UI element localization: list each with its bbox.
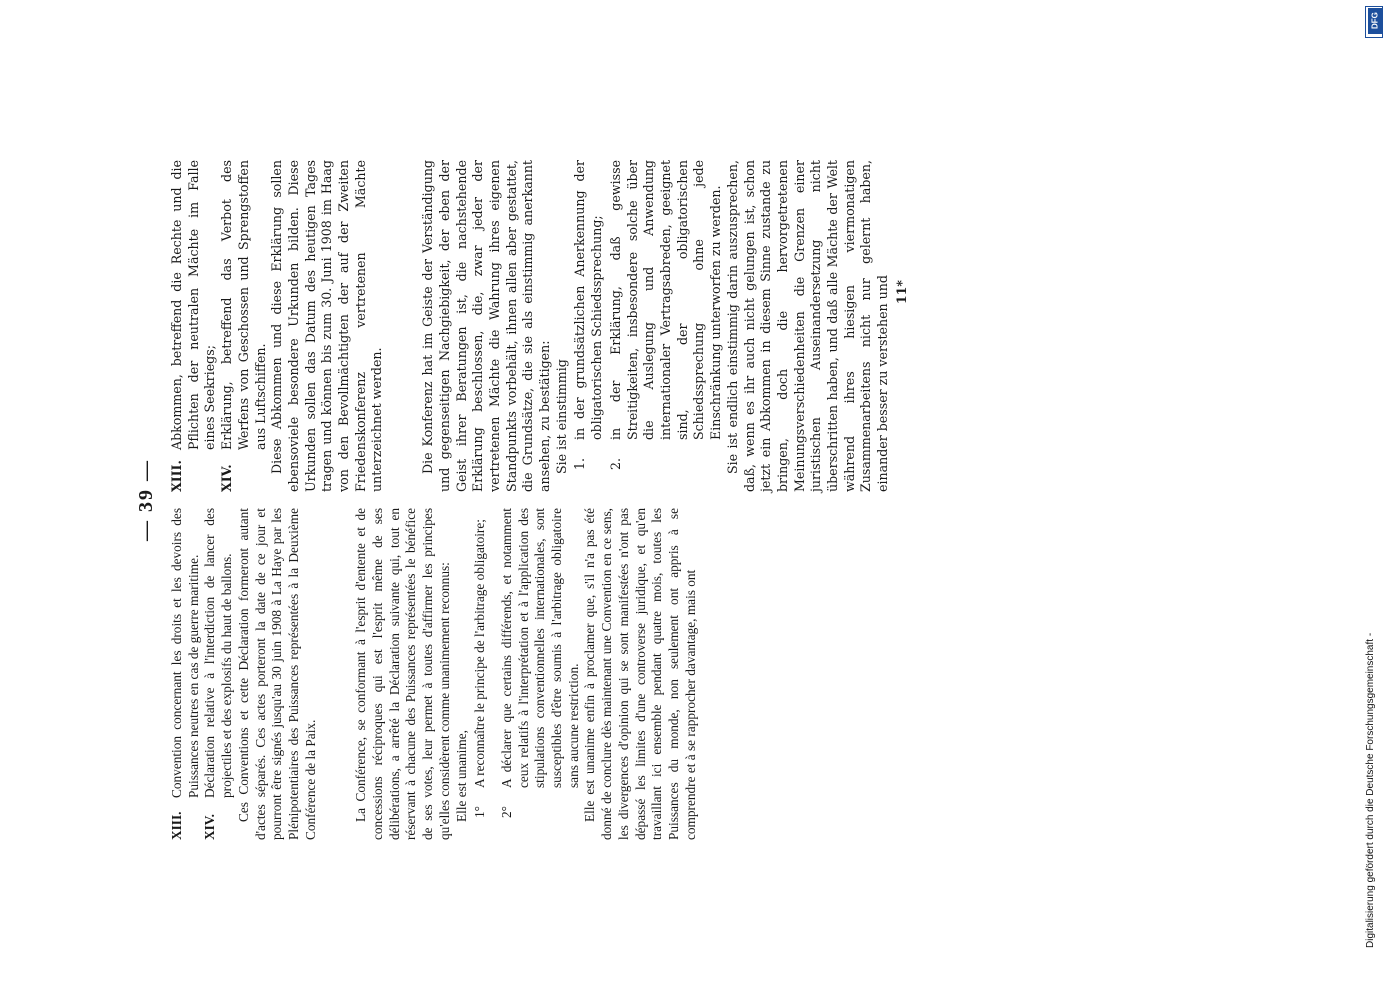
spacer (386, 160, 420, 492)
de-unanimous: Sie ist einstimmig (553, 359, 569, 474)
fr-sub-text: A déclarer que certains différends, et notamment ceux relatifs à l'interprétation et à l'application des stipulations conventionnelles internationales, sont susceptibles d'être soumis à l'arbitrage obligatoire sans aucune restriction. (498, 508, 581, 788)
fr-paragraph-2: La Conférence, se conformant à l'esprit d'entente et de concessions réciproques qui est l'esprit même de ses délibérations, a arrêté la Déclaration suivante qui, tout en réservant à chacune des Puissances représentées le bénéfice de ses votes, leur permet à toutes d'affirmer les principes qu'elles considèrent comme unanimement reconnus: (353, 508, 452, 840)
de-item-number: XIV. (219, 464, 235, 492)
de-item-number: XIII. (169, 460, 184, 492)
de-sub-text: in der Erklärung, daß gewisse Streitigkeiten, insbesondere solche über die Auslegung und Anwendung internationaler Vertragsabreden, geeignet sind, der obligatorischen Schiedssprechung ohne jede Einschränkung unterworfen zu werden. (607, 160, 724, 440)
fr-paragraph-3: Elle est unanime enfin à proclamer que, s'il n'a pas été donné de conclure dès maintenant une Convention en ce sens, les divergences d'opinion qui se sont manifestées n'ont pas dépassé les limites d'une controverse juridique, et qu'en travaillant ici ensemble pendant quatre mois, toutes les Puissances du monde, non seulement ont appris à se comprendre et à se rapprocher davantage, mais ont (582, 508, 698, 840)
de-item-xiii (169, 160, 219, 492)
fr-sub-number: 1° (472, 806, 488, 818)
fr-item-xiii (169, 508, 202, 840)
de-sub-1 (572, 160, 605, 470)
digitization-note (1365, 8, 1381, 988)
fr-sub-text: A reconnaître le principe de l'arbitrage obligatoire; (472, 519, 488, 788)
de-item-xiv (219, 160, 269, 492)
rotated-page (135, 160, 1235, 840)
de-item-text: Erklärung, betreffend das Verbot des Werfens von Geschossen und Sprengstoffen aus Luftschiffen. (219, 160, 268, 450)
fr-unanimous: Elle est unanime, (453, 730, 469, 822)
de-sub-text: in der grundsätzlichen Anerkennung der obligatorischen Schiedssprechung; (572, 160, 605, 440)
page-number: — 39 — (135, 459, 157, 541)
de-paragraph-2: Die Konferenz hat im Geiste der Verständigung und gegenseitigen Nachgiebigkeit, der eben der Geist ihrer Beratungen ist, die nachstehende Erklärung beschlossen, die, zwar jeder der vertretenen Mächte die Wahrung ihres eigenen Standpunkts vorbehält, ihnen allen aber gestattet, die Grundsätze, die sie als einstimmig anerkannt ansehen, zu bestätigen: (420, 160, 553, 492)
fr-item-text: Déclaration relative à l'interdiction de lancer des projectiles et des explosifs du haut de ballons. (202, 508, 235, 798)
fr-item-number: XIII. (169, 811, 184, 840)
de-item-text: Abkommen, betreffend die Rechte und die Pflichten der neutralen Mächte im Falle eines Seekriegs; (169, 160, 218, 450)
de-sub-number: 2. (607, 457, 623, 470)
spacer (319, 508, 353, 840)
dfg-logo: DFG (1368, 8, 1382, 34)
signature-mark: 11* (893, 280, 909, 305)
fr-sub-1 (472, 508, 489, 818)
de-sub-number: 1. (572, 457, 588, 470)
spacer (489, 508, 497, 840)
fr-paragraph-1: Ces Conventions et cette Déclaration formeront autant d'actes séparés. Ces actes porteront la date de ce jour et pourront être signés jusqu'au 30 juin 1908 à La Haye par les Plénipotentiaires des Puissances représentées à la Deuxième Conférence de la Paix. (235, 508, 318, 840)
german-column (169, 160, 911, 492)
digitization-note-text: Digitalisierung gefördert durch die Deutsche Forschungsgemeinschaft - (1365, 632, 1376, 948)
fr-item-xiv (202, 508, 235, 840)
fr-item-text: Convention concernant les droits et les devoirs des Puissances neutres en cas de guerre maritime. (169, 508, 201, 798)
de-paragraph-3: Sie ist endlich einstimmig darin auszusprechen, daß, wenn es ihr auch nicht gelungen ist, schon jetzt ein Abkommen in diesem Sinne zustande zu bringen, doch die hervorgetretenen Meinungsverschiedenheiten die Grenzen einer juristischen Auseinandersetzung nicht überschritten haben, und daß alle Mächte der Welt während ihres hiesigen viermonatigen Zusammenarbeitens nicht nur gelernt haben, einander besser zu verstehen und (724, 160, 891, 492)
fr-sub-number: 2° (498, 806, 514, 818)
fr-sub-2 (499, 508, 583, 818)
fr-item-number: XIV. (202, 814, 218, 840)
de-sub-2 (608, 160, 725, 470)
de-paragraph-1: Diese Abkommen und diese Erklärung sollen ebensoviele besondere Urkunden bilden. Diese Urkunden sollen das Datum des heutigen Tages tragen und können bis zum 30. Juni 1908 im Haag von den Bevollmächtigten der auf der Zweiten Friedenskonferenz vertretenen Mächte unterzeichnet werden. (269, 160, 385, 492)
french-column (169, 508, 699, 840)
